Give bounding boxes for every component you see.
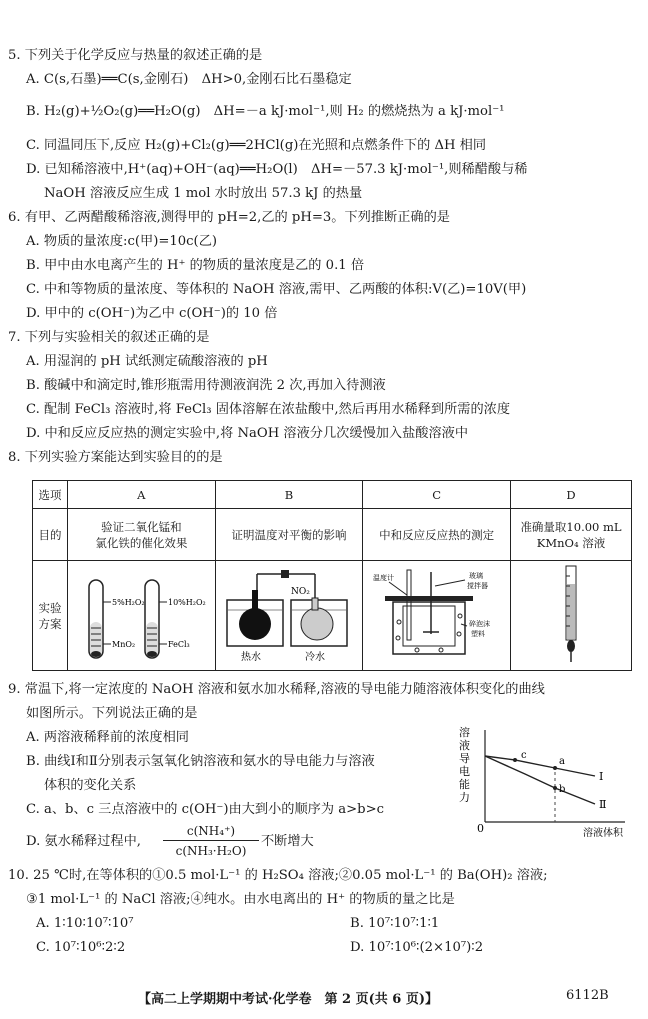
svg-text:溶液体积: 溶液体积 (583, 828, 623, 839)
q9-option-c: C. a、b、c 三点溶液中的 c(OH⁻)由大到小的顺序为 a>b>c (26, 802, 385, 817)
svg-text:液: 液 (459, 739, 470, 752)
q8-stem: 8. 下列实验方案能达到实验目的的是 (8, 450, 223, 465)
plan-b (215, 561, 363, 671)
page-footer: 【高二上学期期中考试·化学卷 第 2 页(共 6 页)】 (138, 992, 439, 1007)
q9-option-a: A. 两溶液稀释前的浓度相同 (26, 730, 189, 745)
q6-option-c: C. 中和等物质的量浓度、等体积的 NaOH 溶液,需甲、乙两酸的体积:V(乙)=10V(甲) (26, 282, 527, 297)
q5-option-b: B. H₂(g)+½O₂(g)══H₂O(g) ΔH=－a kJ·mol⁻¹,则 H₂ 的燃烧热为 a kJ·mol⁻¹ (26, 104, 505, 119)
table-plan-row (33, 561, 632, 671)
col-b: B (215, 481, 363, 509)
svg-text:溶: 溶 (459, 726, 470, 739)
q9-option-b-line1: B. 曲线Ⅰ和Ⅱ分别表示氢氧化钠溶液和氨水的导电能力与溶液 (26, 754, 375, 769)
svg-text:能: 能 (459, 778, 470, 791)
svg-text:温度计: 温度计 (372, 574, 394, 582)
q6-option-d: D. 甲中的 c(OH⁻)为乙中 c(OH⁻)的 10 倍 (26, 306, 278, 321)
q10-option-a: A. 1∶10∶10⁷∶10⁷ (36, 916, 134, 931)
q7-option-d: D. 中和反应反应热的测定实验中,将 NaOH 溶液分几次缓慢加入盐酸溶液中 (26, 426, 469, 441)
q7-option-a: A. 用湿润的 pH 试纸测定硫酸溶液的 pH (26, 354, 268, 369)
svg-text:热水: 热水 (240, 652, 261, 663)
q10-option-d: D. 10⁷∶10⁶∶(2×10⁷)∶2 (350, 940, 484, 955)
q7-option-b: B. 酸碱中和滴定时,锥形瓶需用待测液润洗 2 次,再加入待测液 (26, 378, 386, 393)
svg-text:FeCl₃: FeCl₃ (168, 640, 191, 649)
q10-stem-line2: ③1 mol·L⁻¹ 的 NaCl 溶液;④纯水。由水电离出的 H⁺ 的物质的量之比是 (26, 892, 455, 907)
q7-option-c: C. 配制 FeCl₃ 溶液时,将 FeCl₃ 固体溶解在浓盐酸中,然后再用水稀释到所需的浓度 (26, 402, 511, 417)
calorimeter-figure (367, 562, 507, 666)
svg-text:玻璃: 玻璃 (468, 572, 483, 580)
svg-text:NO₂: NO₂ (290, 587, 310, 597)
svg-text:碎泡沫: 碎泡沫 (468, 620, 490, 628)
q9-stem-line2: 如图所示。下列说法正确的是 (26, 706, 198, 721)
burette-figure (512, 562, 630, 666)
q5-option-d-line1: D. 已知稀溶液中,H⁺(aq)+OH⁻(aq)══H₂O(l) ΔH=－57.3 kJ·mol⁻¹,则稀醋酸与稀 (26, 162, 528, 177)
purpose-a: 验证二氧化锰和 氯化铁的催化效果 (68, 509, 216, 561)
svg-text:MnO₂: MnO₂ (112, 640, 136, 649)
conductivity-graph (455, 722, 633, 840)
header-plan: 实验 方案 (33, 561, 68, 671)
svg-text:c: c (521, 750, 527, 761)
purpose-c: 中和反应反应热的测定 (363, 509, 511, 561)
purpose-d: 准确量取10.00 mL KMnO₄ 溶液 (511, 509, 632, 561)
q9-stem-line1: 9. 常温下,将一定浓度的 NaOH 溶液和氨水加水稀释,溶液的导电能力随溶液体积变化的曲线 (8, 682, 545, 697)
svg-text:0: 0 (477, 822, 484, 835)
svg-text:冷水: 冷水 (304, 652, 325, 663)
q10-option-b: B. 10⁷∶10⁷∶1∶1 (350, 916, 440, 931)
q9-fraction-denominator: c(NH₃·H₂O) (175, 844, 247, 858)
q9-fraction-numerator: c(NH₄⁺) (186, 824, 236, 838)
purpose-b: 证明温度对平衡的影响 (215, 509, 363, 561)
q10-stem-line1: 10. 25 ℃时,在等体积的①0.5 mol·L⁻¹ 的 H₂SO₄ 溶液;②0.05 mol·L⁻¹ 的 Ba(OH)₂ 溶液; (8, 868, 548, 883)
q5-option-c: C. 同温同压下,反应 H₂(g)+Cl₂(g)══2HCl(g)在光照和点燃条件下的 ΔH 相同 (26, 138, 487, 153)
q5-stem: 5. 下列关于化学反应与热量的叙述正确的是 (8, 48, 263, 63)
q5-option-a: A. C(s,石墨)══C(s,金刚石) ΔH>0,金刚石比石墨稳定 (26, 72, 352, 87)
svg-text:塑料: 塑料 (470, 630, 485, 638)
svg-text:Ⅰ: Ⅰ (599, 770, 604, 783)
col-c: C (363, 481, 511, 509)
svg-text:搅拌器: 搅拌器 (466, 582, 488, 590)
col-a: A (68, 481, 216, 509)
svg-text:10%H₂O₂: 10%H₂O₂ (168, 598, 207, 607)
svg-text:b: b (559, 784, 566, 795)
q9-option-d-suffix: 不断增大 (261, 834, 314, 849)
svg-text:力: 力 (459, 791, 470, 804)
test-tubes-figure (71, 562, 211, 666)
plan-d (511, 561, 632, 671)
svg-text:电: 电 (459, 765, 470, 778)
q9-fraction-bar (163, 840, 259, 841)
plan-a (68, 561, 216, 671)
q6-option-a: A. 物质的量浓度:c(甲)=10c(乙) (26, 234, 218, 249)
svg-text:Ⅱ: Ⅱ (599, 798, 607, 811)
col-d: D (511, 481, 632, 509)
q6-option-b: B. 甲中由水电离产生的 H⁺ 的物质的量浓度是乙的 0.1 倍 (26, 258, 365, 273)
svg-text:导: 导 (459, 752, 470, 765)
q9-option-b-line2: 体积的变化关系 (44, 778, 137, 793)
svg-text:5%H₂O₂: 5%H₂O₂ (112, 598, 145, 607)
experiment-table (32, 480, 632, 671)
header-option: 选项 (33, 481, 68, 509)
q6-stem: 6. 有甲、乙两醋酸稀溶液,测得甲的 pH=2,乙的 pH=3。下列推断正确的是 (8, 210, 450, 225)
table-header-row (33, 481, 632, 509)
plan-c (363, 561, 511, 671)
table-purpose-row (33, 509, 632, 561)
q5-option-d-line2: NaOH 溶液反应生成 1 mol 水时放出 57.3 kJ 的热量 (44, 186, 363, 201)
header-purpose: 目的 (33, 509, 68, 561)
exam-code: 6112B (566, 988, 609, 1003)
q7-stem: 7. 下列与实验相关的叙述正确的是 (8, 330, 210, 345)
svg-text:a: a (559, 756, 565, 767)
q9-option-d-prefix: D. 氨水稀释过程中, (26, 834, 141, 849)
no2-flasks-figure (219, 562, 359, 666)
q10-option-c: C. 10⁷∶10⁶∶2∶2 (36, 940, 126, 955)
